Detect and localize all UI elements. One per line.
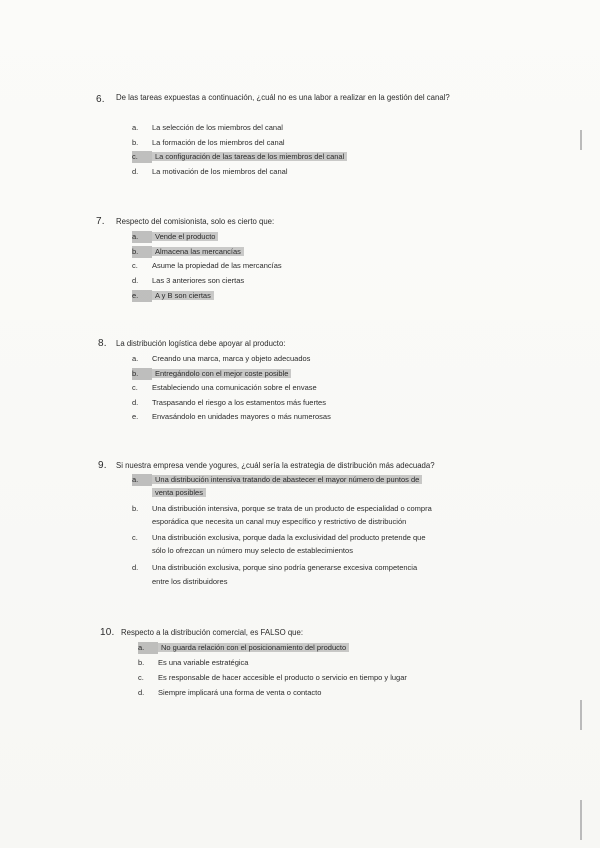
scan-artifact <box>580 130 582 150</box>
highlighted-answer: venta posibles <box>152 488 206 497</box>
question-text: Respecto del comisionista, solo es cierto que: <box>116 217 275 226</box>
option-a: a. Creando una marca, marca y objeto adecuados <box>132 354 311 363</box>
option-c: c. Asume la propiedad de las mercancías <box>132 261 282 270</box>
option-a: a. Una distribución intensiva tratando de abastecer el mayor número de puntos de <box>132 474 422 486</box>
option-d: d. Traspasando el riesgo a los estamentos más fuertes <box>132 398 326 407</box>
scan-artifact <box>580 800 582 840</box>
option-c-continued: sólo lo ofrezcan un número muy selecto de establecimientos <box>152 546 353 555</box>
option-d: d. La motivación de los miembros del canal <box>132 167 288 176</box>
option-a: a. La selección de los miembros del canal <box>132 123 283 132</box>
highlighted-answer: La configuración de las tareas de los miembros del canal <box>152 152 347 161</box>
option-a: a. Vende el producto <box>132 231 218 243</box>
question-number: 8. <box>98 338 107 349</box>
option-c: c. Una distribución exclusiva, porque dada la exclusividad del producto pretende que <box>132 533 426 542</box>
question-number: 7. <box>96 216 105 227</box>
question-text: Si nuestra empresa vende yogures, ¿cuál sería la estrategia de distribución más adecuada? <box>116 461 435 470</box>
highlighted-answer: Una distribución intensiva tratando de abastecer el mayor número de puntos de <box>152 475 422 484</box>
option-b: b. Es una variable estratégica <box>138 658 249 667</box>
question-number: 6. <box>96 94 105 105</box>
option-b: b. La formación de los miembros del canal <box>132 138 285 147</box>
highlighted-answer: Entregándolo con el mejor coste posible <box>152 369 291 378</box>
option-a: a. No guarda relación con el posicionamiento del producto <box>138 642 349 654</box>
option-c: c. La configuración de las tareas de los miembros del canal <box>132 151 347 163</box>
highlighted-answer: Almacena las mercancías <box>152 247 244 256</box>
option-d: d. Una distribución exclusiva, porque sino podría generarse excesiva competencia <box>132 563 418 572</box>
question-text: La distribución logística debe apoyar al producto: <box>116 339 286 348</box>
option-d-continued: entre los distribuidores <box>152 577 228 586</box>
highlighted-answer: No guarda relación con el posicionamiento del producto <box>158 643 349 652</box>
question-text: De las tareas expuestas a continuación, ¿cuál no es una labor a realizar en la gestión del canal? <box>116 93 450 102</box>
option-b: b. Almacena las mercancías <box>132 246 244 258</box>
option-a-continued <box>152 487 206 499</box>
option-b-continued: esporádica que necesita un canal muy específico y restrictivo de distribución <box>152 517 407 526</box>
option-d: d. Las 3 anteriores son ciertas <box>132 276 245 285</box>
option-e: e. A y B son ciertas <box>132 290 214 302</box>
question-text: Respecto a la distribución comercial, es FALSO que: <box>121 628 304 637</box>
option-e: e. Envasándolo en unidades mayores o más numerosas <box>132 412 331 421</box>
highlighted-answer: Vende el producto <box>152 232 218 241</box>
option-d: d. Siempre implicará una forma de venta o contacto <box>138 688 322 697</box>
option-b: b. Una distribución intensiva, porque se trata de un producto de especialidad o compra <box>132 504 432 513</box>
scan-artifact <box>580 700 582 730</box>
highlighted-answer: A y B son ciertas <box>152 291 214 300</box>
option-c: c. Estableciendo una comunicación sobre el envase <box>132 383 317 392</box>
option-c: c. Es responsable de hacer accesible el producto o servicio en tiempo y lugar <box>138 673 407 682</box>
question-number: 10. <box>100 627 115 638</box>
question-number: 9. <box>98 460 107 471</box>
option-b: b. Entregándolo con el mejor coste posible <box>132 368 291 380</box>
